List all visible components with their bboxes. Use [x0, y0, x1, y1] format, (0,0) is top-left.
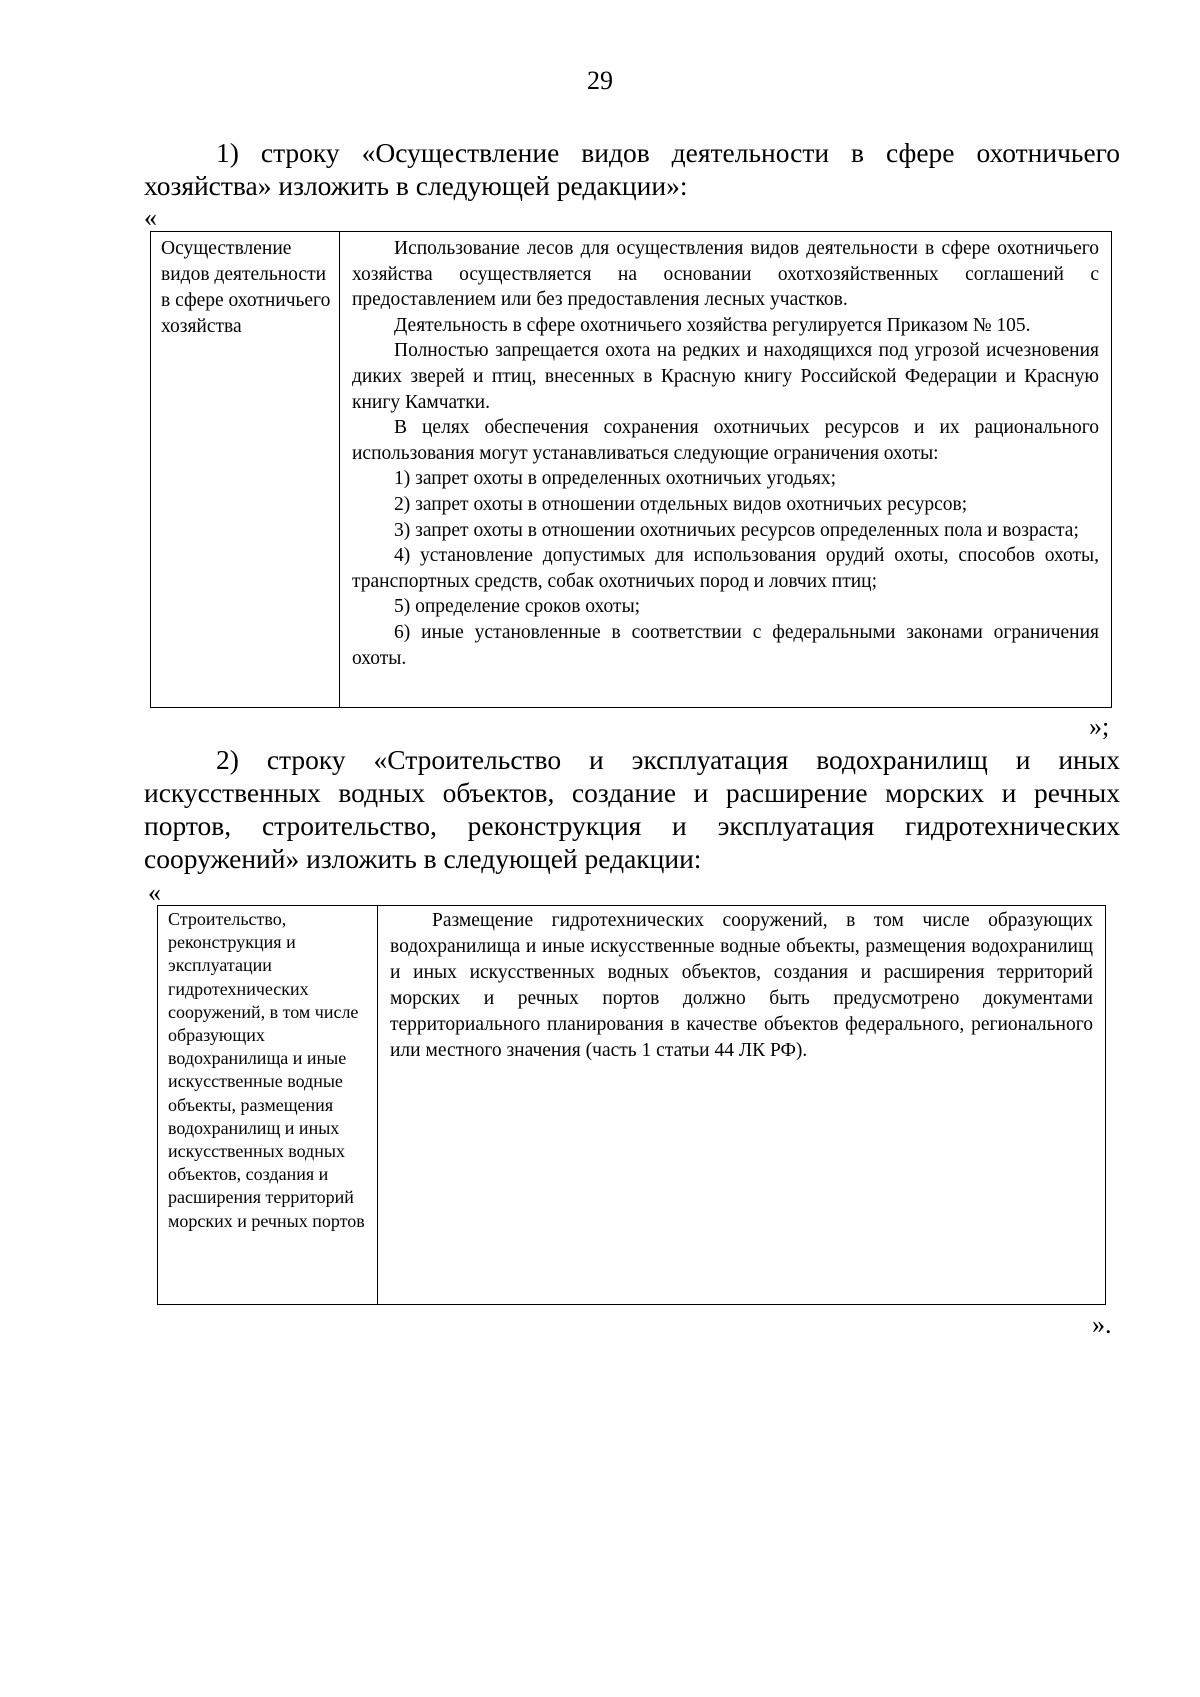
item1-para-5: 1) запрет охоты в определенных охотничьих угодьях;: [394, 468, 837, 490]
item2-close-quote: ».: [1092, 1310, 1112, 1339]
item2-table: [157, 905, 1106, 1305]
item1-intro-text: 1) строку «Осуществление видов деятельности в сфере охотничьего хозяйства» изложить в следующей редакции»:: [144, 137, 1120, 201]
item2-intro-text: 2) строку «Строительство и эксплуатация водохранилищ и иных искусственных водных объектов, создание и расширение морских и речных портов, строительство, реконструкция и эксплуатация гидротехнических сооружений» изложить в следующей редакции:: [144, 744, 1120, 874]
item1-para-4: В целях обеспечения сохранения охотничьих ресурсов и их рационального использования могут устанавливаться следующие ограничения охоты:: [352, 417, 1099, 464]
item1-para-3: Полностью запрещается охота на редких и находящихся под угрозой исчезновения диких зверей и птиц, внесенных в Красную книгу Российской Федерации и Красную книгу Камчатки.: [352, 340, 1099, 413]
table-row: [158, 906, 1106, 1305]
item1-para-6: 2) запрет охоты в отношении отдельных видов охотничьих ресурсов;: [394, 493, 968, 515]
item1-open-quote: «: [144, 203, 157, 232]
item1-para-1: Использование лесов для осуществления видов деятельности в сфере охотничьего хозяйства осуществляется на основании охотхозяйственных соглашений с предоставлением или без предоставления лесных участков.: [352, 238, 1099, 311]
item1-table: [150, 231, 1112, 708]
item1-table-left-cell: Осуществление видов деятельности в сфере охотничьего хозяйства: [151, 232, 340, 708]
item2-intro: [144, 743, 1120, 875]
item2-table-right-cell: [378, 906, 1106, 1305]
table-row: [151, 232, 1112, 708]
item2-table-left-cell: Строительство, реконструкция и эксплуатации гидротехнических сооружений, в том числе образующих водохранилища и иные искусственные водные объекты, размещения водохранилищ и иных искусственных водных объектов, создания и расширения территорий морских и речных портов: [158, 906, 378, 1305]
item1-para-9: 5) определение сроков охоты;: [394, 596, 641, 618]
item1-table-right-cell: [340, 232, 1112, 708]
item1-para-2: Деятельность в сфере охотничьего хозяйства регулируется Приказом № 105.: [394, 314, 1031, 336]
item1-para-7: 3) запрет охоты в отношении охотничьих ресурсов определенных пола и возраста;: [394, 519, 1079, 541]
item2-open-quote: «: [148, 878, 161, 907]
item1-close-quote: »;: [1089, 712, 1110, 741]
item1-para-8: 4) установление допустимых для использования орудий охоты, способов охоты, транспортных средств, собак охотничьих пород и ловчих птиц;: [352, 545, 1099, 592]
item2-para-1: Размещение гидротехнических сооружений, в том числе образующих водохранилища и иные искусственные водные объекты, размещения водохранилищ и иных искусственных водных объектов, создания и расширения территорий морских и речных портов должно быть предусмотрено документами территориального планирования в качестве объектов федерального, регионального или местного значения (часть 1 статьи 44 ЛК РФ).: [390, 910, 1093, 1061]
item1-para-10: 6) иные установленные в соответствии с федеральными законами ограничения охоты.: [352, 621, 1099, 669]
item1-intro: [144, 136, 1120, 202]
page-number: 29: [587, 66, 613, 95]
